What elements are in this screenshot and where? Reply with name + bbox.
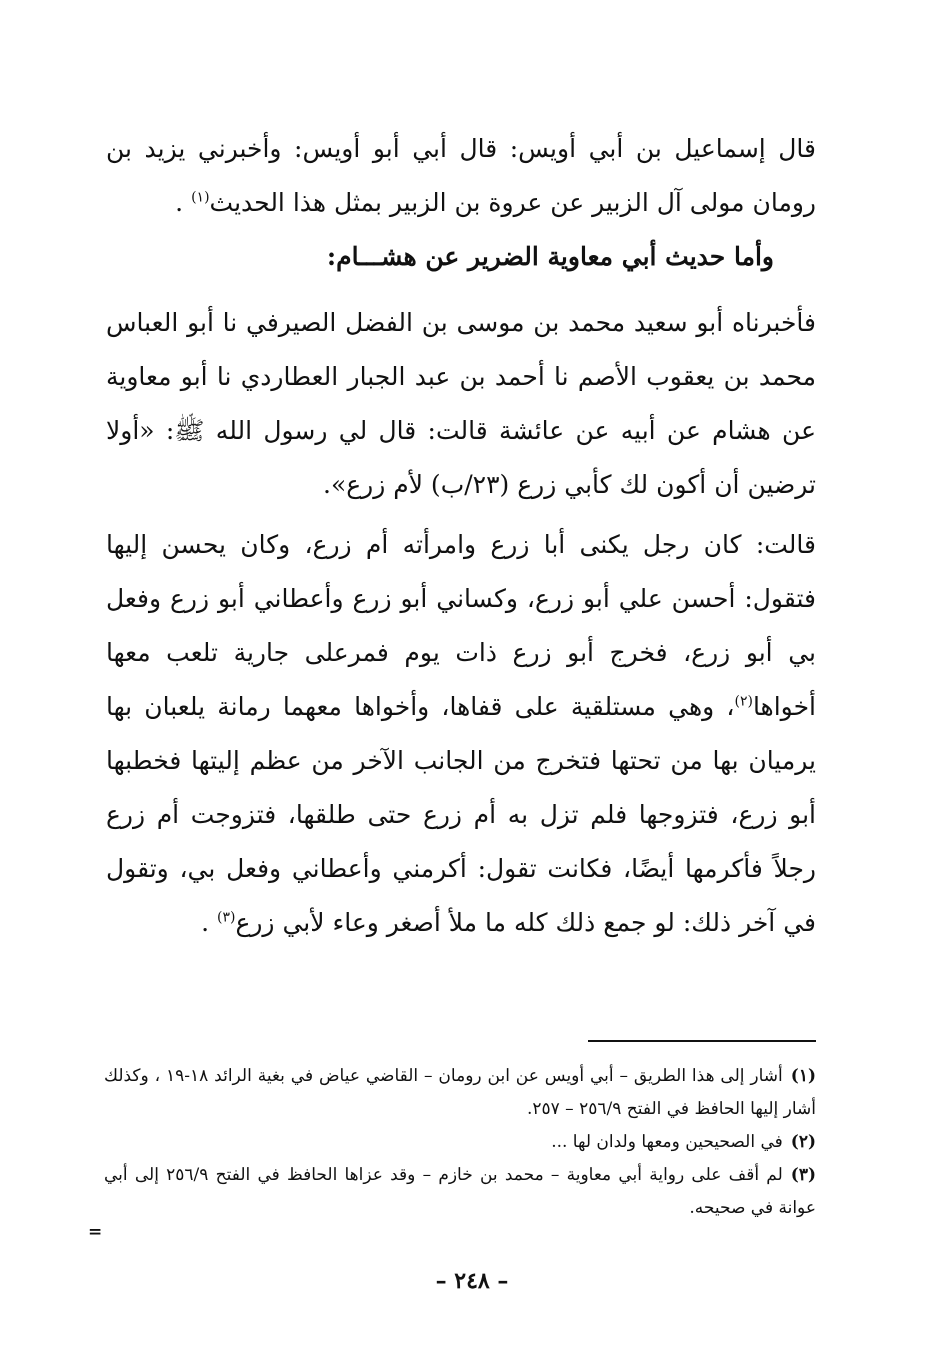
footnotes bbox=[104, 1060, 816, 1225]
footnote-1 bbox=[104, 1060, 816, 1126]
footnote-ref-3[interactable]: (٣) bbox=[216, 909, 236, 926]
paragraph-abu-muawiya-chain: فأخبرناه أبو سعيد محمد بن موسى بن الفضل الصيرفي نا أبو العباس محمد بن يعقوب الأصم نا أحمد بن عبد الجبار العطاردي نا أبو معاوية عن هشام عن أبيه عن عائشة قالت: قال لي رسول الله ﷺ: «أولا ترضين أن أكون لك كأبي زرع (٢٣/ب) لأم زرع». bbox=[106, 308, 816, 499]
footnote-separator bbox=[588, 1040, 816, 1042]
paragraph-3-text-a: قالت: كان رجل يكنى أبا زرع وامرأته أم زرع، وكان يحسن إليها فتقول: أحسن علي أبو زرع، وكساني أبو زرع وأعطاني أبو زرع وفعل بي أبو زرع، فخرج أبو زرع ذات يوم فمرعلى جارية تلعب معها أخواها bbox=[106, 530, 816, 721]
page-number: – ٢٤٨ – bbox=[435, 1268, 509, 1294]
footnote-number: (٢) bbox=[790, 1132, 816, 1152]
footnote-text: لم أقف على رواية أبي معاوية – محمد بن خازم – وقد عزاها الحافظ في الفتح ٢٥٦/٩ إلى أبي عوانة في صحيحه. bbox=[104, 1165, 816, 1218]
section-heading: وأما حديث أبي معاوية الضرير عن هشـــام: bbox=[326, 242, 774, 271]
footnote-text: في الصحيحين ومعها ولدان لها ... bbox=[551, 1132, 783, 1152]
footnote-ref-1[interactable]: (١) bbox=[191, 189, 210, 206]
paragraph-ismail-narration bbox=[106, 122, 816, 230]
footnote-text: أشار إلى هذا الطريق – أبي أويس عن ابن رومان – القاضي عياض في بغية الرائد ١٨-١٩ ، وكذلك أشار إليها الحافظ في الفتح ٢٥٦/٩ – ٢٥٧. bbox=[104, 1066, 816, 1119]
paragraph-abu-zar-story bbox=[106, 518, 816, 950]
paragraph-1-end: . bbox=[175, 188, 192, 217]
footnote-number: (٣) bbox=[790, 1165, 816, 1185]
footnote-number: (١) bbox=[790, 1066, 816, 1086]
footnote-3 bbox=[104, 1159, 816, 1225]
paragraph-3-text-b: ، وهي مستلقية على قفاها، وأخواها معهما رمانة يلعبان بها يرميان بها من تحتها فتخرج من الجانب الآخر من عظم إليتها فخطبها أبو زرع، فتزوجها فلم تزل به أم زرع حتى طلقها، فتزوجت أم زرع رجلاً فأكرمها أيضًا، فكانت تقول: أكرمني وأعطاني وفعل بي، وتقول في آخر ذلك: لو جمع ذلك كله ما ملأ أصغر وعاء لأبي زرع bbox=[106, 692, 816, 937]
footnote-2 bbox=[104, 1126, 816, 1159]
footnote-ref-2[interactable]: (٢) bbox=[734, 693, 753, 710]
paragraph-3-end: . bbox=[201, 908, 217, 937]
continuation-mark: = bbox=[88, 1222, 103, 1242]
paragraph-1-text: قال إسماعيل بن أبي أويس: قال أبي أبو أويس: وأخبرني يزيد بن رومان مولى آل الزبير عن عروة بن الزبير بمثل هذا الحديث bbox=[106, 134, 816, 217]
